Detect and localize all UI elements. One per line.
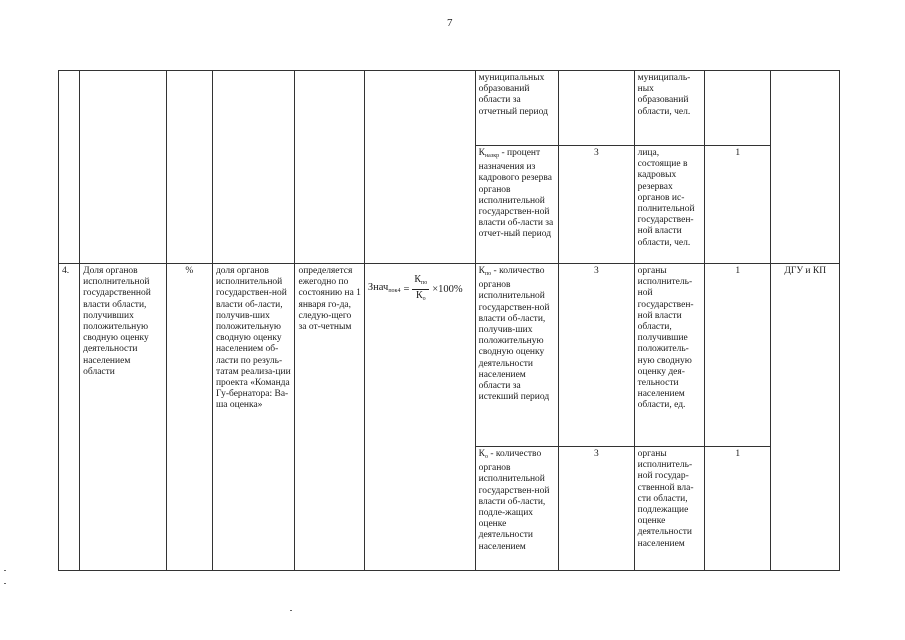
indicator-table	[58, 70, 840, 571]
cell-variable-description-b: органы исполнитель-ной государ-ственной вла-сти области, подлежащие оценке деятельности населением	[634, 447, 704, 571]
cell-source-reserve: 3	[559, 146, 634, 264]
cell-source-b: 3	[559, 447, 634, 571]
variable-text: - процент назначения из кадрового резерва органов исполнительной государствен-ной власти об-ласти за отчет-ный период	[478, 148, 554, 240]
cell-indicator-name: Доля органов исполнительной государственной власти области, получивших положительную сводную оценку деятельности населением области	[80, 264, 167, 571]
cell-variable-continued: муниципальных образований области за отчетный период	[475, 71, 559, 146]
cell-periodicity-empty	[295, 71, 364, 264]
table-row-continued	[59, 71, 840, 146]
cell-variable-description-a: органы исполнитель-ной государствен-ной власти области, получившие положитель-ную сводную оценку дея-тельности населением области, ед.	[634, 264, 704, 447]
cell-source-a: 3	[559, 264, 634, 447]
cell-code-a: 1	[705, 264, 771, 447]
cell-variable-reserve	[475, 146, 559, 264]
formula-numerator: $К_{по}$	[412, 274, 429, 290]
cell-name-empty	[80, 71, 167, 264]
variable-a-subscript: по	[484, 271, 492, 277]
scan-speck	[290, 610, 292, 611]
cell-variable-description-reserve: лица, состоящие в кадровых резервах органов ис-полнительной государствен-ной власти области, чел.	[634, 146, 704, 264]
cell-number-empty	[59, 71, 80, 264]
cell-formula	[364, 264, 475, 571]
page-number: 7	[447, 17, 453, 29]
table-row-indicator-4	[59, 264, 840, 447]
cell-source-empty	[559, 71, 634, 146]
cell-variable-a	[475, 264, 559, 447]
cell-variable-description-continued: муниципаль-ных образований области, чел.	[634, 71, 704, 146]
cell-number: 4.	[59, 264, 80, 571]
cell-definition-empty	[212, 71, 295, 264]
formula-tail: ×100%	[432, 283, 463, 295]
cell-unit-empty	[166, 71, 212, 264]
variable-symbol: К	[478, 148, 485, 158]
formula	[368, 266, 472, 305]
scan-speck	[4, 570, 6, 571]
cell-code-b: 1	[705, 447, 771, 571]
variable-b-symbol: К	[478, 449, 485, 459]
cell-periodicity: определяется ежегодно по состоянию на 1 января го-да, следую-щего за от-четным	[295, 264, 364, 571]
variable-b-subscript: о	[484, 454, 488, 460]
formula-fraction	[412, 274, 429, 305]
variable-a-symbol: К	[478, 266, 485, 276]
cell-responsible-empty	[771, 71, 840, 264]
variable-b-text: - количество органов исполнительной государствен-ной власти об-ласти, подле-жащих оценке деятельности населением	[478, 449, 550, 552]
cell-responsible: ДГУ и КП	[771, 264, 840, 571]
formula-denominator: $К_о$	[415, 290, 426, 302]
cell-unit: %	[166, 264, 212, 571]
cell-definition: доля органов исполнительной государствен-ной власти об-ласти, получив-ших положительную сводную оценку населением об-ласти по резуль-татам реализа-ции проекта «Команда Гу-бернатора: Ва-ша оценка»	[212, 264, 295, 571]
cell-code-reserve: 1	[705, 146, 771, 264]
cell-variable-b	[475, 447, 559, 571]
variable-a-text: - количество органов исполнительной государствен-ной власти об-ласти, получив-ших положительную сводную оценку деятельности населением области за истекший период	[478, 266, 550, 403]
formula-lhs: Знач$_{пок4}$	[367, 281, 401, 294]
cell-code-empty	[705, 71, 771, 146]
scan-speck	[4, 583, 6, 584]
variable-subscript: назкр	[484, 153, 500, 159]
formula-equals: =	[403, 283, 410, 295]
cell-formula-empty	[364, 71, 475, 264]
